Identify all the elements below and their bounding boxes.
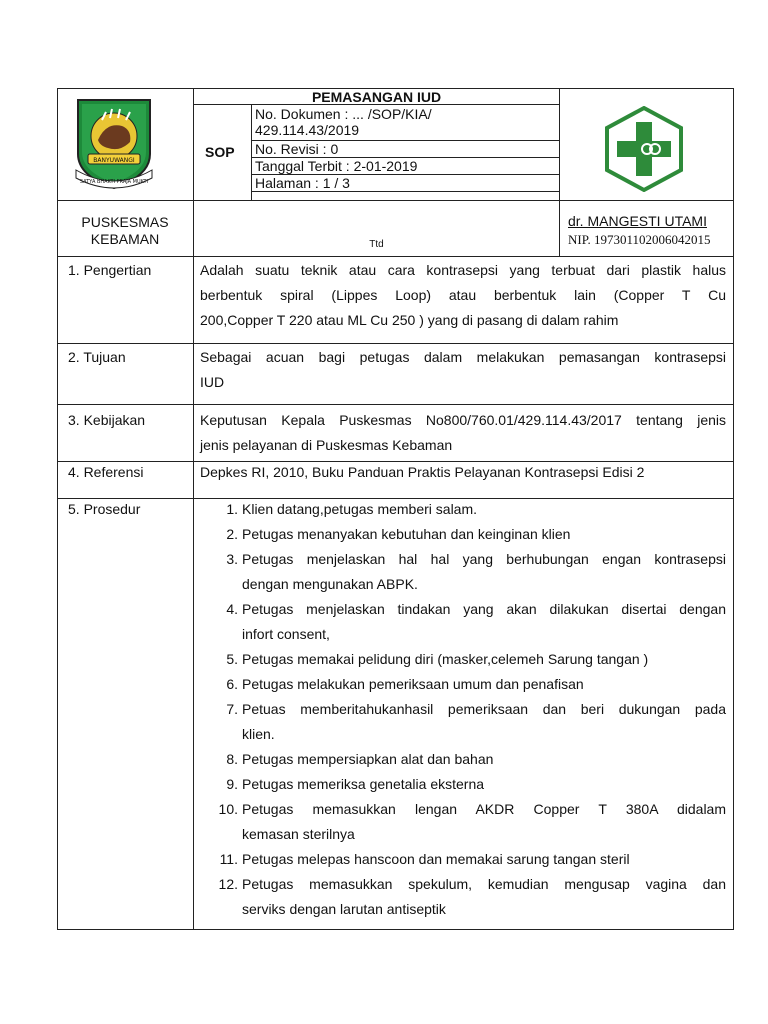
banyuwangi-crest-icon: [72, 96, 156, 192]
procedure-step: 8. Petugas mempersiapkan alat dan bahan: [226, 751, 494, 767]
section-text-tujuan: Sebagai acuan bagi petugas dalam melakukan pemasangan kontrasepsi IUD: [200, 349, 726, 390]
procedure-step: 12. Petugas memasukkan spekulum, kemudian mengusap vagina dan serviks dengan larutan antiseptik: [218, 876, 726, 917]
puskesmas-name: PUSKESMAS: [81, 214, 169, 230]
puskesmas-cross-icon: [603, 106, 685, 192]
procedure-step: 3. Petugas menjelaskan hal hal yang berhubungan engan kontrasepsi dengan mengunakan ABPK.: [226, 551, 726, 592]
halaman: Halaman : 1 / 3: [255, 175, 350, 191]
procedure-step: 2. Petugas menanyakan kebutuhan dan keinginan klien: [226, 526, 571, 542]
sop-label: SOP: [205, 144, 235, 160]
procedure-list: [212, 497, 726, 922]
section-label-tujuan: 2. Tujuan: [68, 349, 126, 365]
signer-name: dr. MANGESTI UTAMI: [568, 213, 707, 229]
section-label-pengertian: 1. Pengertian: [68, 262, 152, 278]
crest-motto: SATYA BHAKTI PRAJA MUKTI: [79, 179, 149, 185]
puskesmas-location: KEBAMAN: [90, 231, 160, 247]
no-dokumen-cont: 429.114.43/2019: [255, 122, 360, 138]
document-title: PEMASANGAN IUD: [311, 89, 442, 105]
section-text-referensi: Depkes RI, 2010, Buku Panduan Praktis Pelayanan Kontrasepsi Edisi 2: [200, 464, 645, 480]
section-label-kebijakan: 3. Kebijakan: [68, 412, 146, 428]
section-label-prosedur: 5. Prosedur: [68, 501, 141, 517]
procedure-step: 4. Petugas menjelaskan tindakan yang akan dilakukan disertai dengan infort consent,: [226, 601, 726, 642]
procedure-step: 6. Petugas melakukan pemeriksaan umum dan penafisan: [226, 676, 584, 692]
no-dokumen: No. Dokumen : ... /SOP/KIA/: [255, 106, 432, 122]
crest-banner: BANYUWANGI: [93, 157, 135, 164]
procedure-step: 10. Petugas memasukkan lengan AKDR Copper T 380A didalam kemasan sterilnya: [218, 801, 726, 842]
procedure-step: 11. Petugas melepas hanscoon dan memakai sarung tangan steril: [219, 851, 630, 867]
section-text-pengertian: Adalah suatu teknik atau cara kontrasepsi yang terbuat dari plastik halus berbentuk spiral (Lippes Loop) atau berbentuk lain (Copper T Cu 200,Copper T 220 atau ML Cu 250 ) yang di pasang di dalam rahim: [200, 262, 726, 328]
section-text-kebijakan: Keputusan Kepala Puskesmas No800/760.01/429.114.43/2017 tentang jenis jenis pelayanan di Puskesmas Kebaman: [200, 412, 726, 453]
signature-placeholder: Ttd: [369, 239, 384, 250]
tanggal-terbit: Tanggal Terbit : 2-01-2019: [255, 158, 418, 174]
procedure-step: 9. Petugas memeriksa genetalia eksterna: [226, 776, 485, 792]
regency-logo: [72, 96, 156, 192]
procedure-step: 1. Klien datang,petugas memberi salam.: [226, 501, 478, 517]
no-revisi: No. Revisi : 0: [255, 141, 339, 157]
procedure-step: 7. Petuas memberitahukanhasil pemeriksaan dan beri dukungan pada klien.: [226, 701, 726, 742]
procedure-step: 5. Petugas memakai pelidung diri (masker,celemeh Sarung tangan ): [226, 651, 649, 667]
signer-nip: NIP. 197301102006042015: [568, 232, 711, 247]
puskesmas-logo: [603, 106, 685, 192]
section-label-referensi: 4. Referensi: [68, 464, 144, 480]
